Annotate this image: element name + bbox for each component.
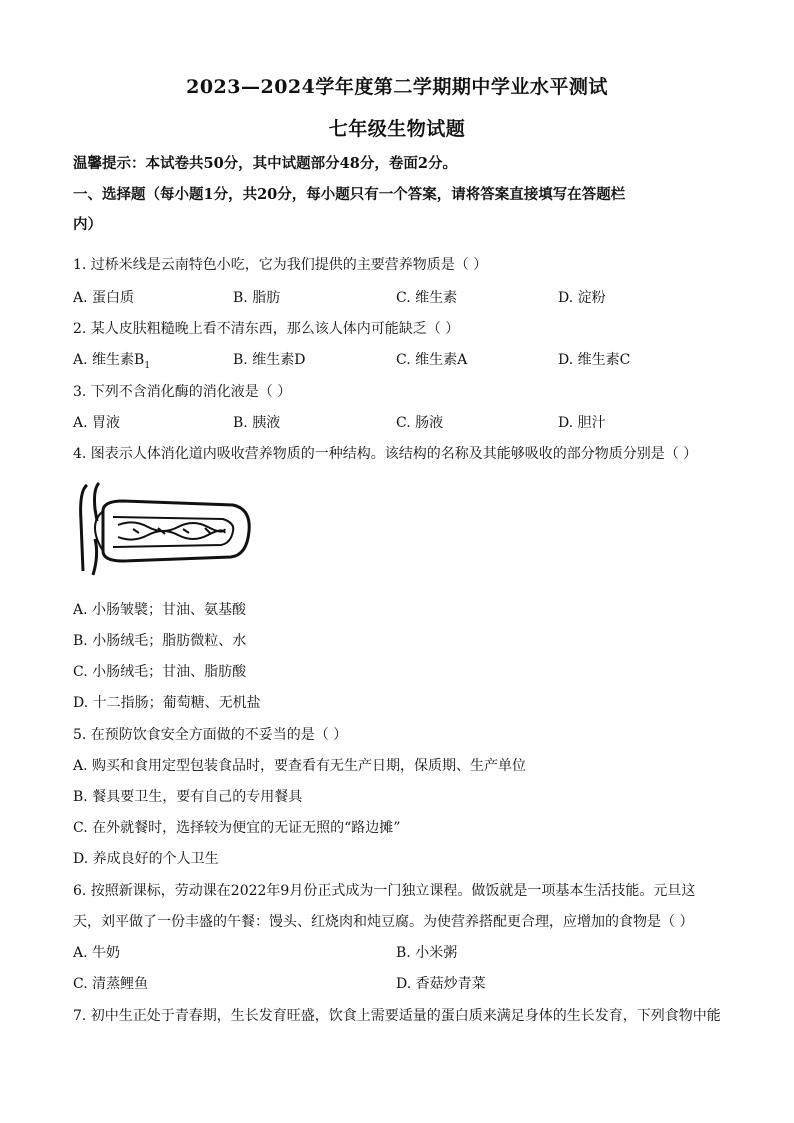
- q6-option-b: B. 小米粥: [396, 945, 458, 961]
- q7-stem: 7. 初中生正处于青春期，生长发育旺盛，饮食上需要适量的蛋白质来满足身体的生长发育，下列食物中能: [73, 1008, 721, 1024]
- q3-option-a: A. 胃液: [73, 415, 121, 431]
- q6-option-a: A. 牛奶: [73, 945, 121, 961]
- q3-option-c: C. 肠液: [396, 415, 444, 431]
- q1-option-d: D. 淀粉: [558, 290, 606, 306]
- q6-option-c: C. 清蒸鲤鱼: [73, 976, 149, 992]
- vessel-left: [81, 485, 87, 571]
- section-heading-line2: 内）: [73, 216, 102, 233]
- q5-option-a: A. 购买和食用定型包装食品时，要查看有无生产日期，保质期、生产单位: [73, 758, 527, 774]
- notice-text: 温馨提示：本试卷共50分，其中试题部分48分，卷面2分。: [73, 155, 457, 172]
- villus-outline: [103, 501, 249, 561]
- q4-stem: 4. 图表示人体消化道内吸收营养物质的一种结构。该结构的名称及其能够吸收的部分物质分别是（ ）: [73, 446, 698, 462]
- q5-option-d: D. 养成良好的个人卫生: [73, 851, 219, 867]
- q4-option-b: B. 小肠绒毛；脂肪微粒、水: [73, 633, 247, 649]
- q2-option-b: B. 维生素D: [233, 352, 306, 368]
- q2-stem: 2. 某人皮肤粗糙晚上看不清东西，那么该人体内可能缺乏（ ）: [73, 321, 460, 337]
- q6-stem-line2: 天，刘平做了一份丰盛的午餐：馒头、红烧肉和炖豆腐。为使营养搭配更合理，应增加的食物是（ ）: [73, 914, 694, 930]
- q4-option-a: A. 小肠皱襞；甘油、氨基酸: [73, 602, 247, 618]
- villus-diagram: [73, 481, 253, 577]
- q5-stem: 5. 在预防饮食安全方面做的不妥当的是（ ）: [73, 727, 348, 743]
- q3-option-d: D. 胆汁: [558, 415, 606, 431]
- exam-title: 2023—2024学年度第二学期期中学业水平测试: [186, 76, 608, 98]
- q2-option-a: [73, 349, 150, 371]
- q2-option-a-subscript: 1: [144, 360, 151, 371]
- q1-option-c: C. 维生素: [396, 290, 458, 306]
- section-heading-line1: 一、选择题（每小题1分，共20分，每小题只有一个答案，请将答案直接填写在答题栏: [73, 186, 626, 203]
- q4-option-c: C. 小肠绒毛；甘油、脂肪酸: [73, 664, 247, 680]
- q5-option-c: C. 在外就餐时，选择较为便宜的无证无照的“路边摊”: [73, 820, 401, 836]
- q1-option-a: A. 蛋白质: [73, 290, 135, 306]
- q1-stem: 1. 过桥米线是云南特色小吃，它为我们提供的主要营养物质是（ ）: [73, 257, 488, 273]
- q5-option-b: B. 餐具要卫生，要有自己的专用餐具: [73, 789, 303, 805]
- q6-stem-line1: 6. 按照新课标，劳动课在2022年9月份正式成为一门独立课程。做饭就是一项基本生活技能。元旦这: [73, 883, 696, 899]
- q4-option-d: D. 十二指肠；葡萄糖、无机盐: [73, 695, 261, 711]
- vessel-lower: [93, 539, 97, 575]
- q2-option-c: C. 维生素A: [396, 352, 468, 368]
- q2-option-d: D. 维生素C: [558, 352, 631, 368]
- exam-subtitle: 七年级生物试题: [328, 118, 466, 140]
- q6-option-d: D. 香菇炒青菜: [396, 976, 486, 992]
- q3-option-b: B. 胰液: [233, 415, 281, 431]
- q1-option-b: B. 脂肪: [233, 290, 281, 306]
- q3-stem: 3. 下列不含消化酶的消化液是（ ）: [73, 384, 292, 400]
- q2-option-a-text: A. 维生素B: [73, 352, 145, 368]
